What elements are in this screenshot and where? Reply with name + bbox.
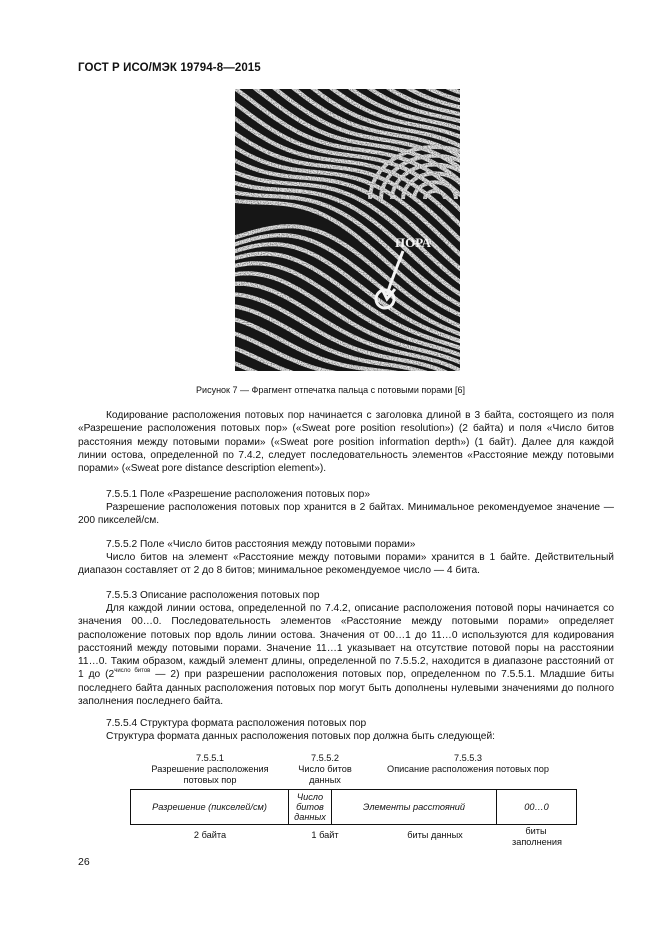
intro-paragraph	[78, 409, 614, 475]
pore-description-superscript: число битов	[114, 668, 151, 675]
format-bottom-col-1: 2 байта	[193, 830, 227, 840]
format-top-col-3: 7.5.5.3 Описание расположения потовых пор	[387, 753, 549, 774]
document-header: ГОСТ Р ИСО/МЭК 19794-8—2015	[78, 62, 261, 74]
format-bottom-col-4: биты заполнения	[512, 826, 562, 847]
format-top-col-2: 7.5.5.2 Число битов данных	[298, 753, 352, 785]
section-heading-7-5-5-3: 7.5.5.3 Описание расположения потовых пор	[106, 590, 320, 601]
section-heading-7-5-5-2: 7.5.5.2 Поле «Число битов расстояния между потовыми порами»	[106, 539, 416, 550]
page-number: 26	[78, 856, 90, 868]
section-text-7-5-5-2: Число битов на элемент «Расстояние между потовыми порами» хранится в 1 байте. Действительный диапазон составляет от 2 до 8 битов; минимальное рекомендуемое число — 4 бита.	[78, 552, 614, 577]
pore-description-text-b: — 2) при разрешении расположения потовых пор, определенном по 7.5.5.1. Младшие биты последнего байта данных расположения потовых пор могут быть дополнены нулевыми значениями до полного заполнения последнего байта.	[78, 669, 615, 708]
format-cell-bit-count: Число битов данных	[289, 790, 332, 824]
section-text-7-5-5-4: Структура формата данных расположения потовых пор должна быть следующей:	[106, 731, 495, 742]
fingerprint-image	[235, 89, 460, 371]
format-bottom-col-2: 1 байт	[311, 830, 339, 840]
figure-caption: Рисунок 7 — Фрагмент отпечатка пальца с потовыми порами [6]	[196, 385, 465, 395]
format-cell-terminator: 00…0	[524, 802, 549, 812]
pore-description-text-a: Для каждой линии остова, определенной по 7.4.2, описание расположения потовой поры начинается со значения 00…0. Последовательность элементов «Расстояние между потовыми порами» определяет расположение потовых пор вдоль линии остова. Значения от 00…1 до 11…0 используются для кодирования расстояний между потовыми порами. Значение 11…1 указывает на отсутствие потовой поры на расстоянии 11…0. Таким образом, каждый элемент длины, определенной по 7.5.5.2, находится в диапазоне расстояний от 1 до (2	[78, 603, 614, 681]
section-heading-7-5-5-4: 7.5.5.4 Структура формата расположения потовых пор	[106, 718, 367, 729]
intro-text: Кодирование расположения потовых пор начинается с заголовка длиной в 3 байта, состоящего из поля «Разрешение расположения потовых пор» («Sweat pore position resolution») (2 байта) и поля «Число битов расстояния между потовыми порами» («Sweat pore position information depth») (1 байт). Далее для каждой линии остова, определенной по 7.4.2, следует последовательность элементов «Расстояние между потовыми порами» («Sweat pore distance description element»).	[78, 410, 614, 475]
pore-annotation-label: ПОРА	[395, 235, 431, 250]
section-text-7-5-5-3	[78, 602, 614, 708]
format-top-col-1: 7.5.5.1 Разрешение расположения потовых пор	[151, 753, 269, 785]
fingerprint-figure	[235, 89, 460, 371]
format-bottom-col-3: биты данных	[407, 830, 463, 840]
section-heading-7-5-5-1: 7.5.5.1 Поле «Разрешение расположения потовых пор»	[106, 489, 371, 500]
format-cell-distance-elements: Элементы расстояний	[332, 790, 497, 824]
section-text-7-5-5-1: Разрешение расположения потовых пор хранится в 2 байтах. Минимальное рекомендуемое значение — 200 пикселей/см.	[78, 502, 614, 527]
format-cell-resolution: Разрешение (пикселей/см)	[131, 790, 289, 824]
format-structure-table	[130, 789, 577, 825]
